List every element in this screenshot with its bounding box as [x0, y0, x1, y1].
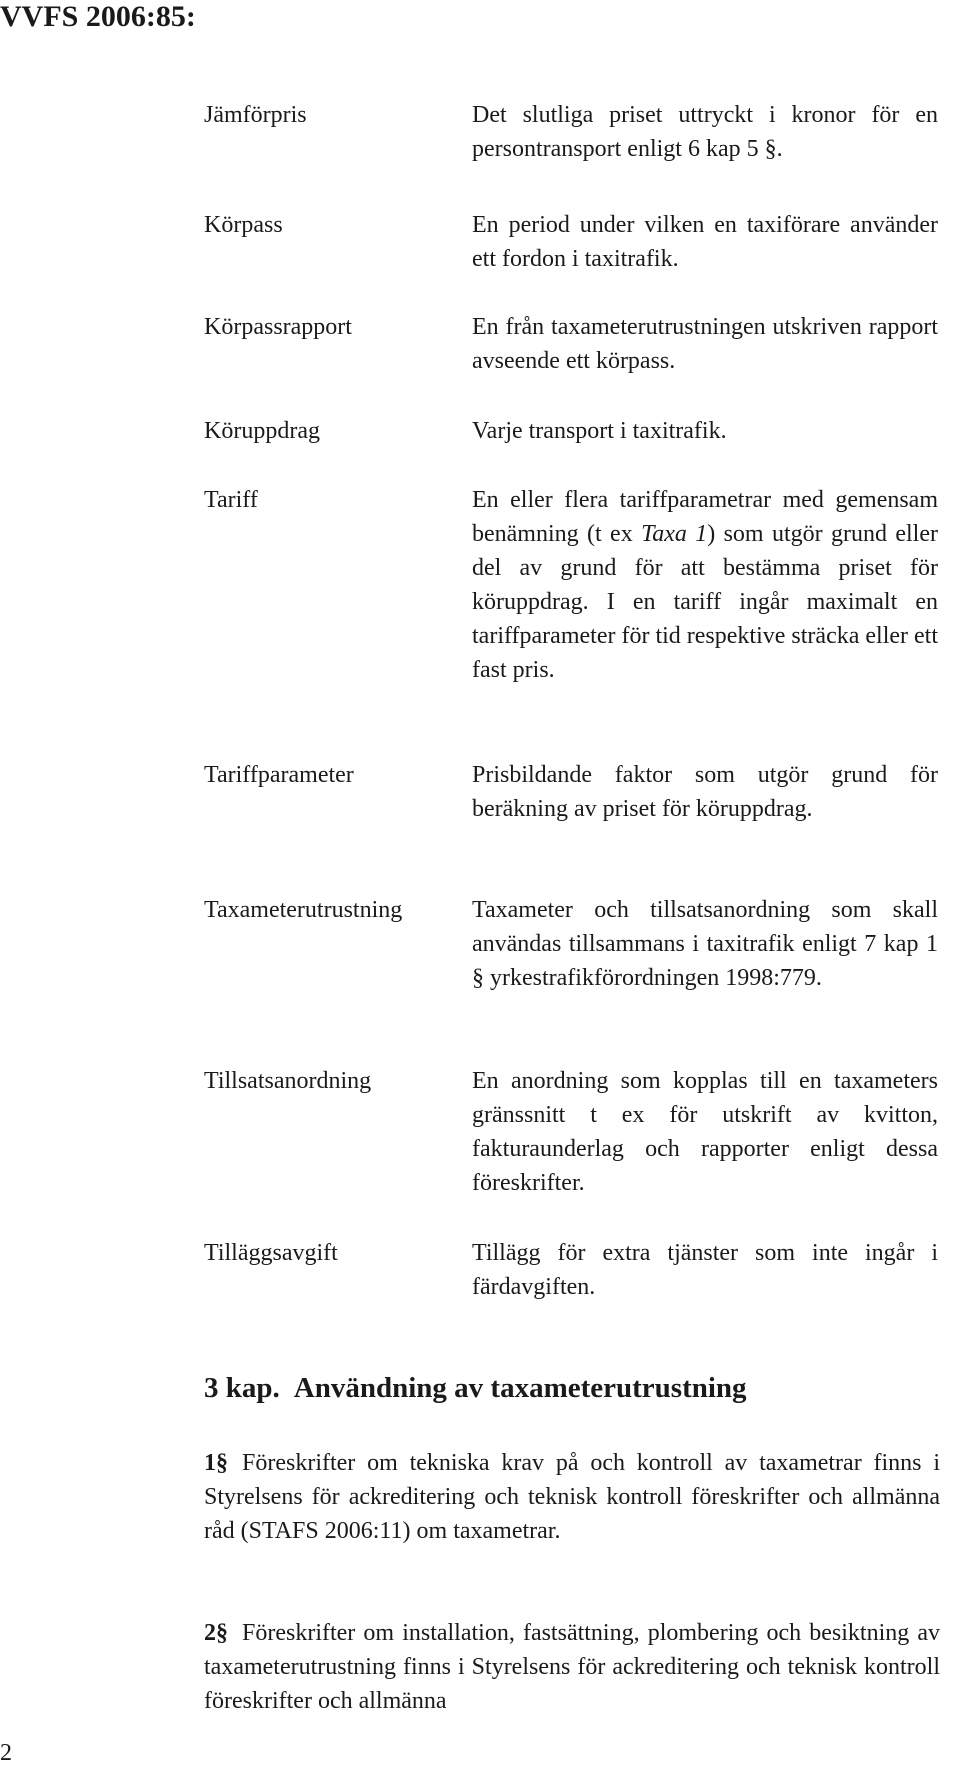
definition-text: En anordning som kopplas till en taxameters gränssnitt t ex för utskrift av kvitton, fakturaunderlag och rapporter enligt dessa föreskrifter. — [472, 1068, 938, 1196]
definition-text: En från taxameterutrustningen utskriven rapport avseende ett körpass. — [472, 314, 938, 374]
paragraph-number: 2 — [204, 1620, 216, 1646]
definition-term: Tillsatsanordning — [204, 1068, 372, 1094]
definition-term: Körpassrapport — [204, 314, 352, 340]
definition-term: Köruppdrag — [204, 418, 320, 444]
section-sign: § — [216, 1450, 228, 1476]
definition-term: Jämförpris — [204, 102, 307, 128]
paragraph-number: 1 — [204, 1450, 216, 1476]
paragraph — [204, 1446, 940, 1548]
definition-text: Det slutliga priset uttryckt i kronor för en persontransport enligt 6 kap 5 §. — [472, 102, 938, 162]
definition-text: Tillägg för extra tjänster som inte ingår i färdavgiften. — [472, 1240, 938, 1300]
definition-term: Körpass — [204, 212, 283, 238]
document-header: VVFS 2006:85: — [0, 0, 196, 33]
definition-term: Tariff — [204, 487, 258, 513]
definition-text: En eller flera tariffparametrar med gemensam benämning (t ex Taxa 1) som utgör grund eller del av grund för att bestämma priset för köruppdrag. I en tariff ingår maximalt en tariffparameter för tid respektive sträcka eller ett fast pris. — [472, 487, 938, 683]
definition-term: Tilläggsavgift — [204, 1240, 338, 1266]
definition-text: Taxameter och tillsatsanordning som skall användas tillsammans i taxitrafik enligt 7 kap 1 § yrkestrafikförordningen 1998:779. — [472, 897, 938, 991]
page-number: 2 — [0, 1740, 12, 1766]
definition-text: En period under vilken en taxiförare använder ett fordon i taxitrafik. — [472, 212, 938, 272]
definition-text: Prisbildande faktor som utgör grund för beräkning av priset för köruppdrag. — [472, 762, 938, 822]
definition-text: Varje transport i taxitrafik. — [472, 418, 727, 444]
chapter-title: Användning av taxameterutrustning — [293, 1372, 747, 1404]
definition-term: Tariffparameter — [204, 762, 354, 788]
definition-term: Taxameterutrustning — [204, 897, 403, 923]
paragraph-text: Föreskrifter om tekniska krav på och kontroll av taxametrar finns i Styrelsens för ackreditering och teknisk kontroll föreskrifter och allmänna råd (STAFS 2006:11) om taxametrar. — [204, 1450, 940, 1544]
section-sign: § — [216, 1620, 228, 1646]
chapter-heading — [204, 1370, 747, 1406]
paragraph — [204, 1616, 940, 1718]
paragraph-text: Föreskrifter om installation, fastsättning, plombering och besiktning av taxameterutrustning finns i Styrelsens för ackreditering och teknisk kontroll föreskrifter och allmänna — [204, 1620, 940, 1714]
chapter-number: 3 kap. — [204, 1372, 280, 1404]
